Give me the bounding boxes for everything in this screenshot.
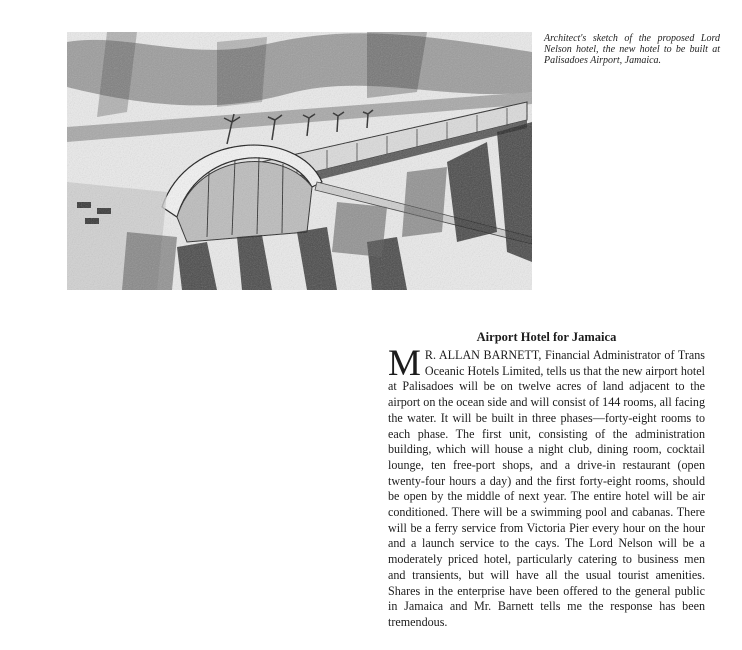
body-text: Financial Administrator of Trans Oceanic Hotels Limited, tells us that the new airport hotel at Palisadoes will be on twelve acres of land adjacent to the airport on the ocean side and will consist of 144 rooms, all facing the water. It will be built in three phases—forty-eight rooms to each phase. The first unit, consisting of the administration building, which will house a night club, dining room, cocktail lounge, ten free-port shops, and a drive-in restaurant (open twenty-four hours a day) and the first forty-eight rooms, should be open by the middle of next year. The entire hotel will be air conditioned. There will be a swimming pool and cabanas. There will be a ferry service from Victoria Pier every hour on the hour and a launch service to the cays. The Lord Nelson will be a moderately priced hotel, particularly catering to business men and transients, but will have all the usual tourist amenities. Shares in the enterprise have been offered to the general public in Jamaica and Mr. Barnett tells me the response has been tremendous.	[388, 348, 705, 629]
lead-in: R. ALLAN BARNETT,	[424, 348, 542, 362]
article-body	[388, 343, 705, 631]
architect-sketch-drawing-icon	[67, 32, 532, 290]
figure-caption: Architect's sketch of the proposed Lord Nelson hotel, the new hotel to be built at Palisadoes Airport, Jamaica.	[544, 33, 720, 66]
architect-sketch-image	[67, 32, 532, 290]
article-headline: Airport Hotel for Jamaica	[476, 330, 617, 344]
article	[388, 330, 705, 631]
drop-cap: M	[388, 343, 421, 384]
